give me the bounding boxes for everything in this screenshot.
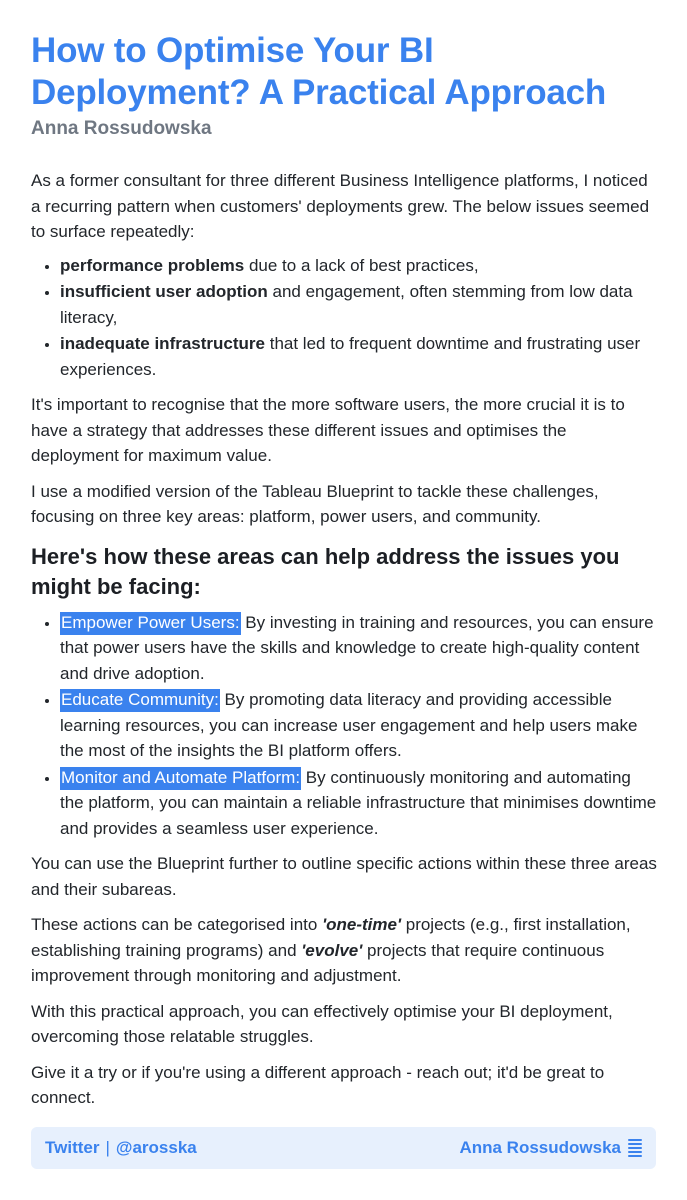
highlighted-label: Educate Community: (60, 689, 220, 712)
areas-list (31, 610, 657, 842)
text-span: These actions can be categorised into (31, 915, 323, 934)
text-span: projects (e.g., first installation, establishing training programs) and (31, 915, 631, 960)
footer-bar (31, 1127, 656, 1169)
paragraph-subareas: You can use the Blueprint further to outline specific actions within these three areas and their subareas. (31, 854, 657, 899)
list-item (60, 253, 657, 279)
term-one-time: 'one-time' (322, 915, 402, 934)
area-text: By continuously monitoring and automating the platform, you can maintain a reliable infrastructure that minimises downtime and provides a seamless user experience. (60, 767, 657, 838)
issue-text: and engagement, often stemming from low data literacy, (60, 282, 633, 327)
issue-term: performance problems (60, 255, 245, 275)
footer-author-name: Anna Rossudowska (459, 1138, 621, 1157)
list-item (60, 331, 657, 382)
section-heading: Here's how these areas can help address the issues you might be facing: (31, 543, 620, 599)
intro-paragraph: As a former consultant for three different Business Intelligence platforms, I noticed a recurring pattern when customers' deployments grew. The below issues seemed to surface repeatedly: (31, 171, 650, 241)
highlighted-label: Monitor and Automate Platform: (60, 767, 301, 790)
area-text: By promoting data literacy and providing accessible learning resources, you can increase user engagement and help users make the most of the insights the BI platform offers. (60, 690, 638, 760)
issue-text: due to a lack of best practices, (244, 255, 479, 275)
footer-separator: | (105, 1138, 110, 1157)
twitter-handle-link[interactable]: @arosska (115, 1138, 197, 1157)
issue-term: insufficient user adoption (60, 282, 268, 301)
paragraph-actions (31, 912, 657, 989)
text-span: projects that require continuous improvement through monitoring and adjustment. (31, 940, 605, 985)
highlighted-label: Empower Power Users: (60, 612, 241, 635)
list-item (60, 687, 657, 764)
footer-author (459, 1138, 642, 1158)
issue-term: inadequate infrastructure (60, 334, 265, 353)
list-item (60, 765, 657, 842)
paragraph-strategy: It's important to recognise that the more software users, the more crucial it is to have a strategy that addresses these different issues and optimises the deployment for maximum value. (31, 395, 625, 465)
page-title: How to Optimise Your BI Deployment? A Practical Approach (31, 31, 607, 112)
footer-social (45, 1138, 197, 1158)
stacked-bars-icon (628, 1139, 642, 1157)
list-item (60, 610, 657, 687)
author-name: Anna Rossudowska (31, 118, 212, 139)
area-text: By investing in training and resources, you can ensure that power users have the skills and knowledge to create high-quality content and drive adoption. (60, 612, 654, 683)
issue-text: that led to frequent downtime and frustrating user experiences. (60, 334, 641, 379)
term-evolve: 'evolve' (301, 940, 363, 960)
paragraph-approach: With this practical approach, you can effectively optimise your BI deployment, overcoming those relatable struggles. (31, 1001, 613, 1046)
list-item (60, 279, 657, 330)
issues-list (31, 253, 657, 383)
twitter-link[interactable]: Twitter (45, 1138, 100, 1157)
paragraph-closing: Give it a try or if you're using a different approach - reach out; it'd be great to connect. (31, 1062, 605, 1107)
paragraph-blueprint: I use a modified version of the Tableau Blueprint to tackle these challenges, focusing on three key areas: platform, power users, and community. (31, 481, 599, 526)
